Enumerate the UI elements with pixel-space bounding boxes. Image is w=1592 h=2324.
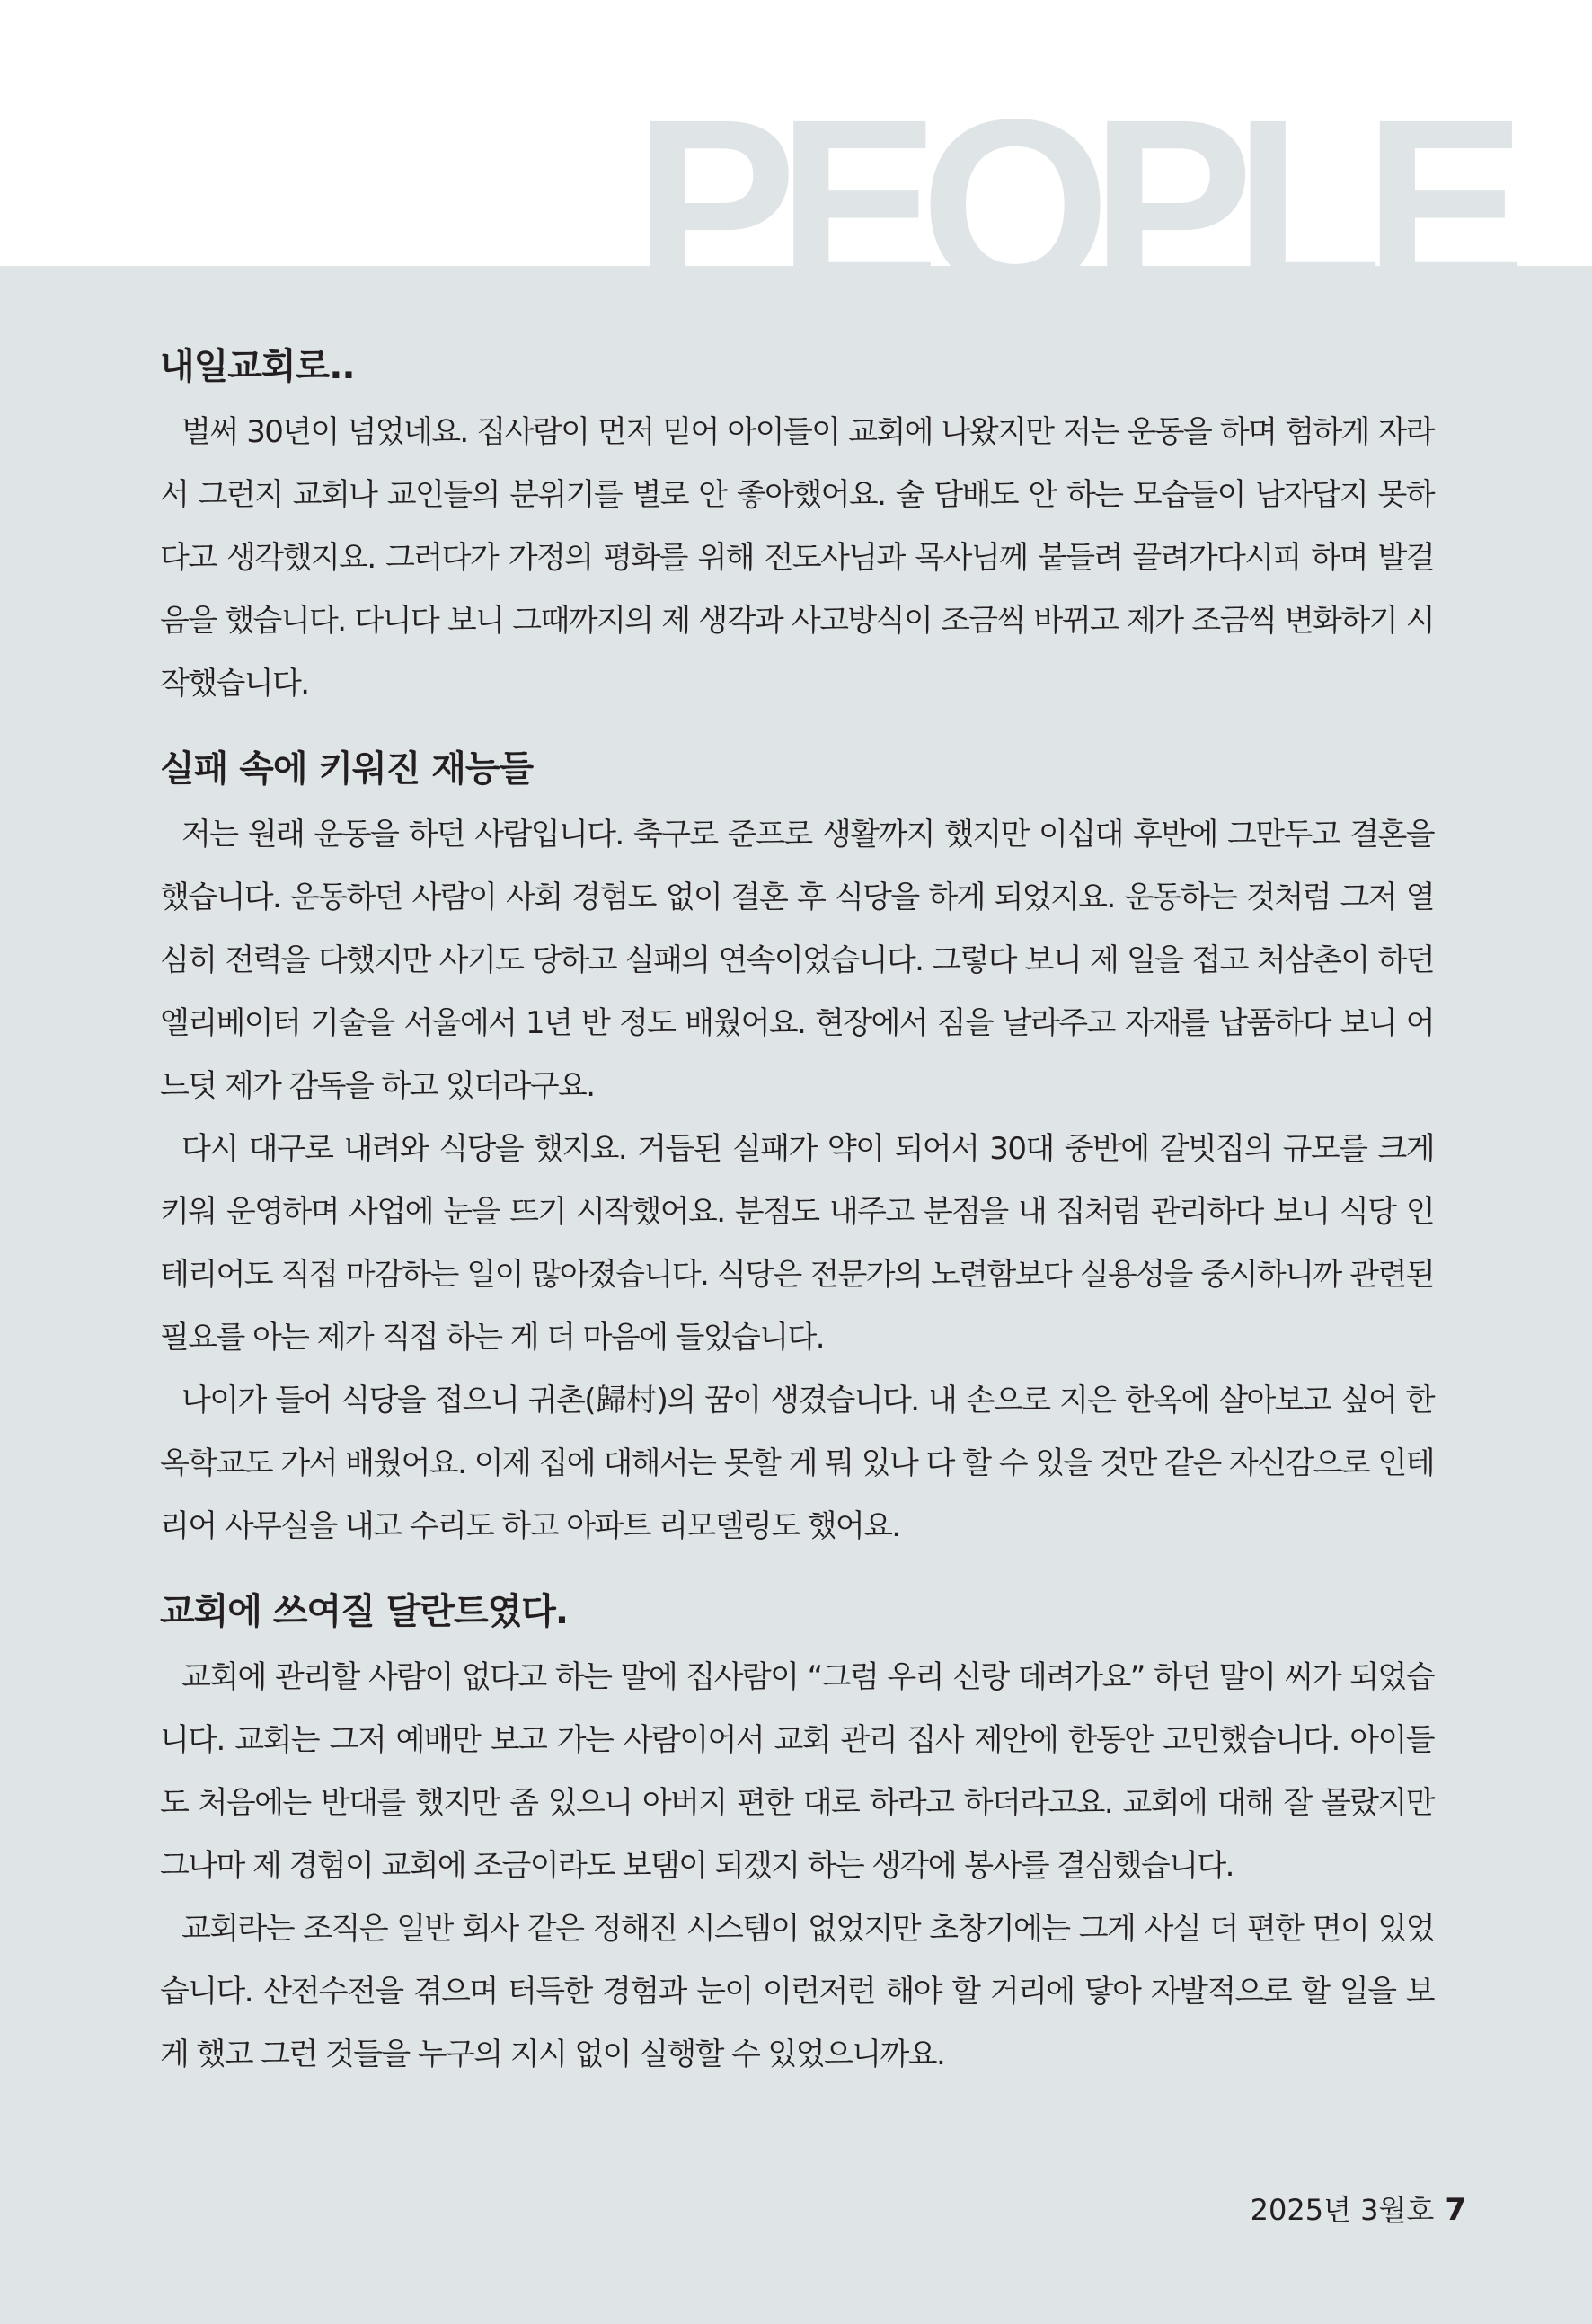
paragraph: 다시 대구로 내려와 식당을 했지요. 거듭된 실패가 약이 되어서 30대 중반에 갈빗집의 규모를 크게 키워 운영하며 사업에 눈을 뜨기 시작했어요. 분점도 내주고 분점을 내 집처럼 관리하다 보니 식당 인테리어도 직접 마감하는 일이 많아졌습니다. 식당은 전문가의 노련함보다 실용성을 중시하니까 관련된 필요를 아는 제가 직접 하는 게 더 마음에 들었습니다. — [160, 1131, 1434, 1356]
article-section — [160, 340, 1434, 715]
section-banner-title: PEOPLE — [633, 68, 1507, 341]
paragraph: 저는 원래 운동을 하던 사람입니다. 축구로 준프로 생활까지 했지만 이십대 후반에 그만두고 결혼을 했습니다. 운동하던 사람이 사회 경험도 없이 결혼 후 식당을 하게 되었지요. 운동하는 것처럼 그저 열심히 전력을 다했지만 사기도 당하고 실패의 연속이었습니다. 그렇다 보니 제 일을 접고 처삼촌이 하던 엘리베이터 기술을 서울에서 1년 반 정도 배웠어요. 현장에서 짐을 날라주고 자재를 납품하다 보니 어느덧 제가 감독을 하고 있더라구요. — [160, 817, 1434, 1104]
section-heading: 실패 속에 키워진 재능들 — [160, 748, 534, 790]
issue-date: 2025년 3월호 — [1250, 2193, 1435, 2227]
paragraph: 교회라는 조직은 일반 회사 같은 정해진 시스템이 없었지만 초창기에는 그게 사실 더 편한 면이 있었습니다. 산전수전을 겪으며 터득한 경험과 눈이 이런저런 해야 할 거리에 닿아 자발적으로 할 일을 보게 했고 그런 것들을 누구의 지시 없이 실행할 수 있었으니까요. — [160, 1911, 1434, 2072]
article-section — [160, 1585, 1434, 2086]
section-heading: 교회에 쓰여질 달란트였다. — [160, 1591, 569, 1632]
article-body — [160, 340, 1434, 2086]
page-footer — [1251, 2190, 1466, 2230]
article-section — [160, 742, 1434, 1558]
section-heading: 내일교회로.. — [160, 346, 355, 387]
paragraph: 벌써 30년이 넘었네요. 집사람이 먼저 믿어 아이들이 교회에 나왔지만 저는 운동을 하며 험하게 자라서 그런지 교회나 교인들의 분위기를 별로 안 좋아했어요. 술 담배도 안 하는 모습들이 남자답지 못하다고 생각했지요. 그러다가 가정의 평화를 위해 전도사님과 목사님께 붙들려 끌려가다시피 하며 발걸음을 했습니다. 다니다 보니 그때까지의 제 생각과 사고방식이 조금씩 바뀌고 제가 조금씩 변화하기 시작했습니다. — [160, 414, 1434, 702]
page-number: 7 — [1445, 2192, 1466, 2228]
paragraph: 교회에 관리할 사람이 없다고 하는 말에 집사람이 “그럼 우리 신랑 데려가요” 하던 말이 씨가 되었습니다. 교회는 그저 예배만 보고 가는 사람이어서 교회 관리 집사 제안에 한동안 고민했습니다. 아이들도 처음에는 반대를 했지만 좀 있으니 아버지 편한 대로 하라고 하더라고요. 교회에 대해 잘 몰랐지만 그나마 제 경험이 교회에 조금이라도 보탬이 되겠지 하는 생각에 봉사를 결심했습니다. — [160, 1659, 1434, 1884]
paragraph: 나이가 들어 식당을 접으니 귀촌(歸村)의 꿈이 생겼습니다. 내 손으로 지은 한옥에 살아보고 싶어 한옥학교도 가서 배웠어요. 이제 집에 대해서는 못할 게 뭐 있나 다 할 수 있을 것만 같은 자신감으로 인테리어 사무실을 내고 수리도 하고 아파트 리모델링도 했어요. — [160, 1383, 1434, 1544]
